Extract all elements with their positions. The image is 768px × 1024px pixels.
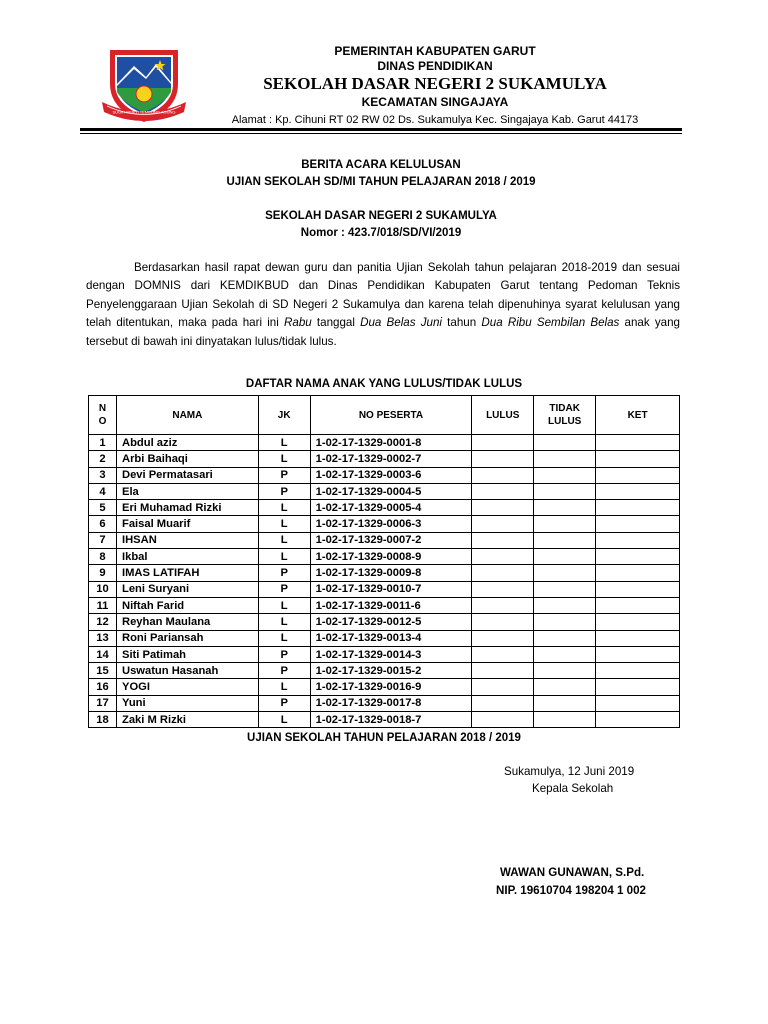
cell-lulus (472, 712, 534, 728)
cell-ket (596, 483, 680, 499)
cell-ket (596, 614, 680, 630)
para-day: Rabu (284, 316, 312, 330)
cell-tidak-lulus (534, 467, 596, 483)
cell-no-peserta: 1-02-17-1329-0013-4 (310, 630, 472, 646)
student-table (88, 395, 680, 728)
letterhead-school-name: SEKOLAH DASAR NEGERI 2 SUKAMULYA (263, 74, 607, 93)
cell-lulus (472, 630, 534, 646)
cell-no: 13 (89, 630, 117, 646)
cell-nama: Devi Permatasari (116, 467, 258, 483)
cell-no: 10 (89, 581, 117, 597)
header-tidak-lulus: TIDAK LULUS (534, 396, 596, 435)
cell-lulus (472, 581, 534, 597)
table-row (89, 581, 680, 597)
cell-jk: L (258, 597, 310, 613)
cell-jk: P (258, 695, 310, 711)
table-row (89, 695, 680, 711)
cell-no: 12 (89, 614, 117, 630)
cell-nama: IHSAN (116, 532, 258, 548)
cell-jk: L (258, 614, 310, 630)
cell-no-peserta: 1-02-17-1329-0008-9 (310, 549, 472, 565)
cell-jk: P (258, 483, 310, 499)
table-row (89, 435, 680, 451)
table-row (89, 565, 680, 581)
cell-lulus (472, 565, 534, 581)
cell-lulus (472, 695, 534, 711)
cell-no-peserta: 1-02-17-1329-0010-7 (310, 581, 472, 597)
cell-no-peserta: 1-02-17-1329-0009-8 (310, 565, 472, 581)
signature-name: WAWAN GUNAWAN, S.Pd. (500, 866, 645, 879)
letterhead-rule-thin (80, 133, 682, 134)
table-row (89, 630, 680, 646)
document-subtitle (80, 208, 682, 242)
cell-lulus (472, 532, 534, 548)
cell-no: 17 (89, 695, 117, 711)
cell-no: 15 (89, 663, 117, 679)
signature-role: Kepala Sekolah (532, 782, 614, 795)
letterhead-rule-thick (80, 128, 682, 131)
cell-nama: Ikbal (116, 549, 258, 565)
body-paragraph (86, 259, 680, 351)
signature-place-date: Sukamulya, 12 Juni 2019 (504, 765, 635, 778)
table-row (89, 467, 680, 483)
cell-tidak-lulus (534, 532, 596, 548)
cell-lulus (472, 663, 534, 679)
para-part-1: Berdasarkan hasil rapat dewan guru dan panitia Ujian Sekolah tahun pelajaran 2018-2019 dan sesuai dengan DOMNIS dari KEMDIKBUD dan Dinas Pendidikan Kabupaten Garut tentang Pedoman Teknis Penyelenggaraan Ujian Sekolah di SD Negeri 2 Sukamulya dan karena telah dipenuhinya syarat kelulusan yang telah ditentukan, maka pada hari ini (86, 261, 680, 330)
letterhead-address: Alamat : Kp. Cihuni RT 02 RW 02 Ds. Sukamulya Kec. Singajaya Kab. Garut 44173 (231, 114, 639, 126)
cell-jk: L (258, 451, 310, 467)
cell-nama: YOGI (116, 679, 258, 695)
header-no: N O (89, 396, 117, 435)
header-lulus: LULUS (472, 396, 534, 435)
cell-no: 5 (89, 500, 117, 516)
subtitle-school: SEKOLAH DASAR NEGERI 2 SUKAMULYA (265, 210, 497, 222)
cell-lulus (472, 500, 534, 516)
cell-jk: L (258, 712, 310, 728)
cell-no-peserta: 1-02-17-1329-0018-7 (310, 712, 472, 728)
cell-no-peserta: 1-02-17-1329-0005-4 (310, 500, 472, 516)
cell-tidak-lulus (534, 630, 596, 646)
cell-no: 2 (89, 451, 117, 467)
cell-no: 1 (89, 435, 117, 451)
table-row (89, 549, 680, 565)
cell-tidak-lulus (534, 581, 596, 597)
cell-nama: Abdul aziz (116, 435, 258, 451)
letterhead (200, 44, 670, 127)
cell-ket (596, 467, 680, 483)
letterhead-office: DINAS PENDIDIKAN (377, 59, 493, 73)
cell-lulus (472, 516, 534, 532)
logo-ribbon-text: SUGIH MUKTI TEMBONG AGUNG (112, 109, 176, 115)
para-part-4: anak yang tersebut di bawah ini dinyatakan lulus/tidak lulus. (86, 316, 680, 348)
cell-jk: L (258, 500, 310, 516)
cell-lulus (472, 467, 534, 483)
cell-no: 6 (89, 516, 117, 532)
cell-no-peserta: 1-02-17-1329-0007-2 (310, 532, 472, 548)
document-number: Nomor : 423.7/018/SD/VI/2019 (300, 227, 462, 239)
cell-ket (596, 695, 680, 711)
cell-no: 14 (89, 646, 117, 662)
table-row (89, 483, 680, 499)
para-date: Dua Belas Juni (360, 316, 442, 330)
cell-tidak-lulus (534, 597, 596, 613)
cell-jk: P (258, 646, 310, 662)
table-row (89, 712, 680, 728)
cell-nama: Leni Suryani (116, 581, 258, 597)
letterhead-government: PEMERINTAH KABUPATEN GARUT (334, 44, 536, 58)
cell-nama: Reyhan Maulana (116, 614, 258, 630)
cell-tidak-lulus (534, 435, 596, 451)
cell-ket (596, 516, 680, 532)
table-header-row (89, 396, 680, 435)
cell-no: 7 (89, 532, 117, 548)
cell-jk: P (258, 581, 310, 597)
table-row (89, 500, 680, 516)
cell-nama: Roni Pariansah (116, 630, 258, 646)
table-footer-note: UJIAN SEKOLAH TAHUN PELAJARAN 2018 / 2019 (247, 732, 521, 744)
cell-tidak-lulus (534, 614, 596, 630)
document-title (80, 157, 682, 191)
cell-no: 11 (89, 597, 117, 613)
cell-nama: Ela (116, 483, 258, 499)
title-line-2: UJIAN SEKOLAH SD/MI TAHUN PELAJARAN 2018 / 2019 (226, 176, 536, 188)
cell-no-peserta: 1-02-17-1329-0006-3 (310, 516, 472, 532)
cell-no: 16 (89, 679, 117, 695)
cell-no: 9 (89, 565, 117, 581)
table-row (89, 451, 680, 467)
cell-lulus (472, 483, 534, 499)
cell-no-peserta: 1-02-17-1329-0011-6 (310, 597, 472, 613)
cell-no: 4 (89, 483, 117, 499)
cell-tidak-lulus (534, 500, 596, 516)
cell-nama: Niftah Farid (116, 597, 258, 613)
cell-tidak-lulus (534, 663, 596, 679)
cell-tidak-lulus (534, 565, 596, 581)
para-part-2: tanggal (311, 316, 361, 330)
table-row (89, 532, 680, 548)
header-ket: KET (596, 396, 680, 435)
cell-ket (596, 663, 680, 679)
cell-nama: Siti Patimah (116, 646, 258, 662)
cell-ket (596, 679, 680, 695)
header-jk: JK (258, 396, 310, 435)
cell-ket (596, 597, 680, 613)
table-title: DAFTAR NAMA ANAK YANG LULUS/TIDAK LULUS (245, 378, 523, 390)
cell-lulus (472, 549, 534, 565)
cell-lulus (472, 679, 534, 695)
garut-regency-logo (100, 44, 188, 128)
cell-jk: P (258, 565, 310, 581)
cell-nama: Yuni (116, 695, 258, 711)
cell-no: 8 (89, 549, 117, 565)
cell-lulus (472, 597, 534, 613)
table-row (89, 663, 680, 679)
table-row (89, 516, 680, 532)
cell-nama: Faisal Muarif (116, 516, 258, 532)
cell-lulus (472, 451, 534, 467)
cell-nama: Uswatun Hasanah (116, 663, 258, 679)
cell-jk: L (258, 516, 310, 532)
cell-ket (596, 630, 680, 646)
cell-lulus (472, 646, 534, 662)
cell-no-peserta: 1-02-17-1329-0001-8 (310, 435, 472, 451)
para-year: Dua Ribu Sembilan Belas (481, 316, 620, 330)
cell-no-peserta: 1-02-17-1329-0014-3 (310, 646, 472, 662)
cell-nama: Zaki M Rizki (116, 712, 258, 728)
cell-jk: L (258, 630, 310, 646)
cell-no-peserta: 1-02-17-1329-0012-5 (310, 614, 472, 630)
cell-jk: P (258, 663, 310, 679)
header-nama: NAMA (116, 396, 258, 435)
para-part-3: tahun (442, 316, 482, 330)
cell-tidak-lulus (534, 549, 596, 565)
cell-tidak-lulus (534, 679, 596, 695)
cell-ket (596, 500, 680, 516)
cell-nama: IMAS LATIFAH (116, 565, 258, 581)
cell-no-peserta: 1-02-17-1329-0016-9 (310, 679, 472, 695)
cell-jk: P (258, 467, 310, 483)
cell-no-peserta: 1-02-17-1329-0003-6 (310, 467, 472, 483)
cell-ket (596, 712, 680, 728)
cell-lulus (472, 435, 534, 451)
letterhead-district: KECAMATAN SINGAJAYA (361, 95, 509, 109)
cell-tidak-lulus (534, 695, 596, 711)
cell-nama: Eri Muhamad Rizki (116, 500, 258, 516)
table-row (89, 679, 680, 695)
cell-no: 3 (89, 467, 117, 483)
cell-ket (596, 451, 680, 467)
cell-ket (596, 435, 680, 451)
signature-nip: NIP. 19610704 198204 1 002 (496, 884, 646, 897)
cell-ket (596, 646, 680, 662)
cell-tidak-lulus (534, 712, 596, 728)
table-row (89, 597, 680, 613)
cell-lulus (472, 614, 534, 630)
cell-tidak-lulus (534, 483, 596, 499)
cell-no: 18 (89, 712, 117, 728)
title-line-1: BERITA ACARA KELULUSAN (301, 159, 461, 171)
cell-jk: L (258, 549, 310, 565)
table-row (89, 646, 680, 662)
cell-jk: L (258, 679, 310, 695)
cell-no-peserta: 1-02-17-1329-0017-8 (310, 695, 472, 711)
cell-tidak-lulus (534, 646, 596, 662)
cell-ket (596, 581, 680, 597)
header-no-peserta: NO PESERTA (310, 396, 472, 435)
cell-ket (596, 532, 680, 548)
table-row (89, 614, 680, 630)
cell-ket (596, 565, 680, 581)
cell-no-peserta: 1-02-17-1329-0004-5 (310, 483, 472, 499)
cell-ket (596, 549, 680, 565)
cell-no-peserta: 1-02-17-1329-0015-2 (310, 663, 472, 679)
cell-nama: Arbi Baihaqi (116, 451, 258, 467)
cell-tidak-lulus (534, 516, 596, 532)
cell-jk: L (258, 435, 310, 451)
cell-jk: L (258, 532, 310, 548)
cell-tidak-lulus (534, 451, 596, 467)
cell-no-peserta: 1-02-17-1329-0002-7 (310, 451, 472, 467)
